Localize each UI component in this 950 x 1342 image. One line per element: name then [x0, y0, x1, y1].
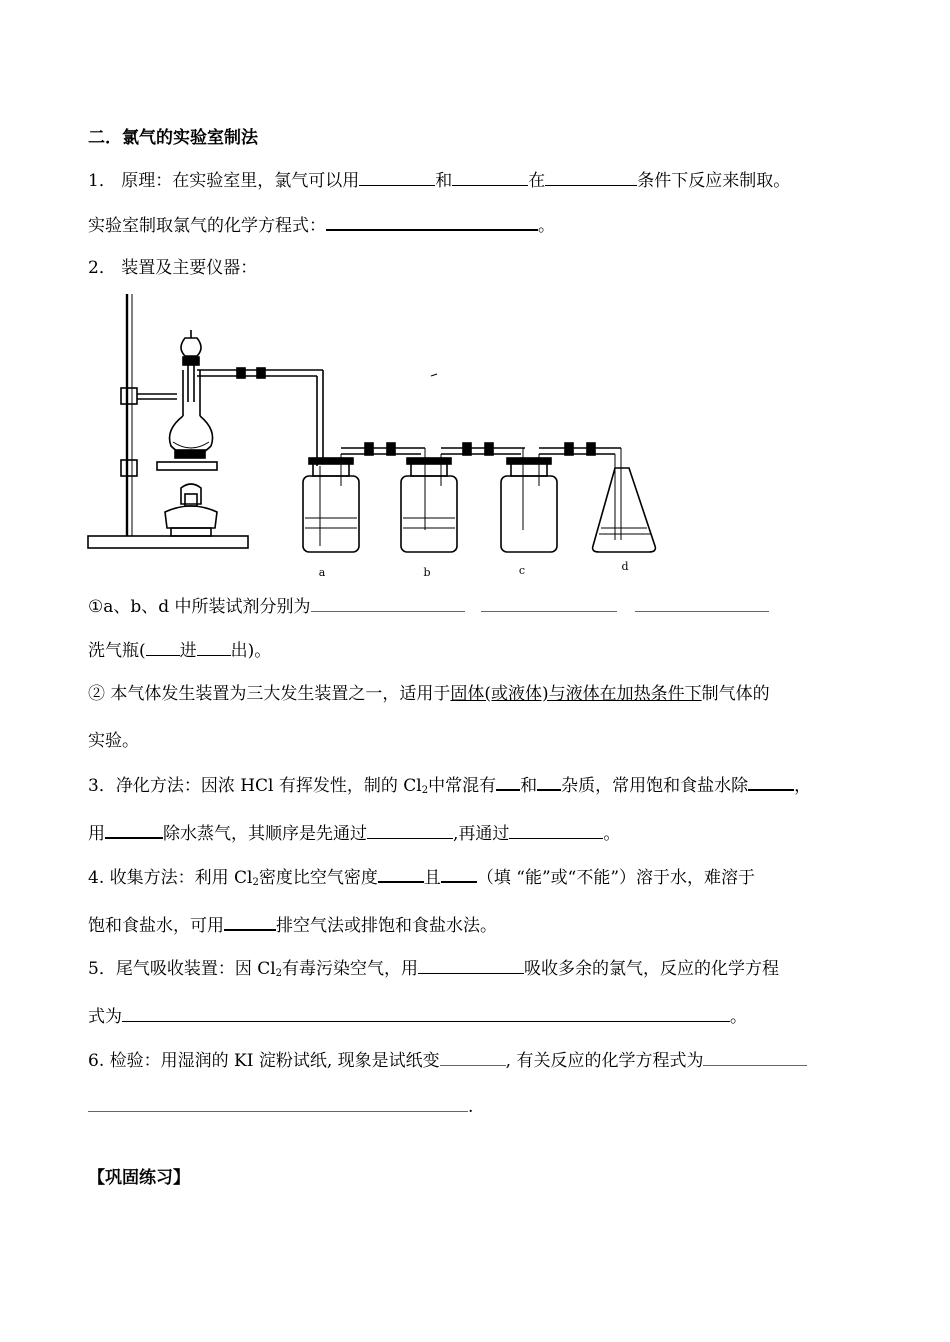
- blank-reagent-2[interactable]: [452, 168, 528, 186]
- blank-reagent-a[interactable]: [311, 594, 465, 612]
- blank-reagent-1[interactable]: [359, 168, 435, 186]
- blank-color[interactable]: [440, 1048, 506, 1066]
- blank-absorbent[interactable]: [418, 956, 524, 974]
- test-line: 6. 检验：用湿润的 KI 淀粉试纸, 现象是试纸变 , 有关反应的化学方程式为: [88, 1048, 807, 1073]
- practice-title: 【巩固练习】: [88, 1168, 190, 1188]
- blank-air-method[interactable]: [224, 912, 276, 931]
- blank-reagent-d[interactable]: [635, 594, 769, 612]
- label-a: a: [318, 566, 326, 579]
- blank-remove[interactable]: [748, 772, 794, 791]
- blank-first[interactable]: [367, 821, 453, 839]
- blank-soluble[interactable]: [441, 864, 477, 883]
- purification-line: 3．净化方法：因浓 HCl 有挥发性，制的 $Cl_2$中常混有 和 杂质，常用饱和食盐水除 ，: [88, 772, 811, 803]
- blank-impurity-2[interactable]: [537, 772, 561, 791]
- blank-test-equation-2[interactable]: [88, 1094, 468, 1112]
- blank-then[interactable]: [509, 821, 603, 839]
- blank-reagent-b[interactable]: [481, 594, 617, 612]
- label-c: c: [518, 564, 526, 577]
- wash-bottle-line: 洗气瓶( 进 出)。: [88, 638, 271, 663]
- blank-tail-equation[interactable]: [122, 1004, 730, 1022]
- collection-line: 4. 收集方法：利用 $Cl_2$密度比空气密度 且 （填 “能”或“不能”）溶于水，难溶于: [88, 864, 755, 895]
- drying-line: 用 除水蒸气，其顺序是先通过 ,再通过 。: [88, 820, 620, 846]
- blank-test-equation-1[interactable]: [703, 1048, 807, 1066]
- generator-line: ② 本气体发生装置为三大发生装置之一，适用于固体(或液体)与液体在加热条件下制气体的: [88, 684, 770, 704]
- blank-in[interactable]: [146, 638, 180, 656]
- experiment-line: 实验。: [88, 731, 139, 751]
- blank-impurity-1[interactable]: [496, 772, 520, 791]
- section-title: 二．氯气的实验室制法: [88, 128, 258, 148]
- reagents-line: ①a、b、d 中所装试剂分别为: [88, 594, 769, 619]
- tail-gas-line: 5．尾气吸收装置：因 $Cl_2$有毒污染空气，用 吸收多余的氯气，反应的化学方程: [88, 956, 779, 986]
- tail-gas-equation-line: 式为 。: [88, 1004, 747, 1029]
- equation-line: 实验室制取氯气的化学方程式： 。: [88, 212, 555, 238]
- blank-condition[interactable]: [545, 168, 637, 186]
- label-d: d: [621, 560, 629, 573]
- test-equation-line: .: [88, 1094, 473, 1119]
- blank-equation[interactable]: [326, 212, 538, 231]
- blank-out[interactable]: [197, 638, 231, 656]
- principle-line: 1． 原理：在实验室里，氯气可以用 和 在 条件下反应来制取。: [88, 168, 790, 193]
- apparatus-heading: 2． 装置及主要仪器：: [88, 258, 258, 278]
- apparatus-diagram: [85, 290, 675, 580]
- collection-method-line: 饱和食盐水，可用 排空气法或排饱和食盐水法。: [88, 912, 497, 938]
- label-b: b: [423, 566, 431, 579]
- stand-base: [88, 536, 248, 548]
- blank-drying-agent[interactable]: [105, 820, 163, 839]
- blank-density[interactable]: [378, 864, 424, 883]
